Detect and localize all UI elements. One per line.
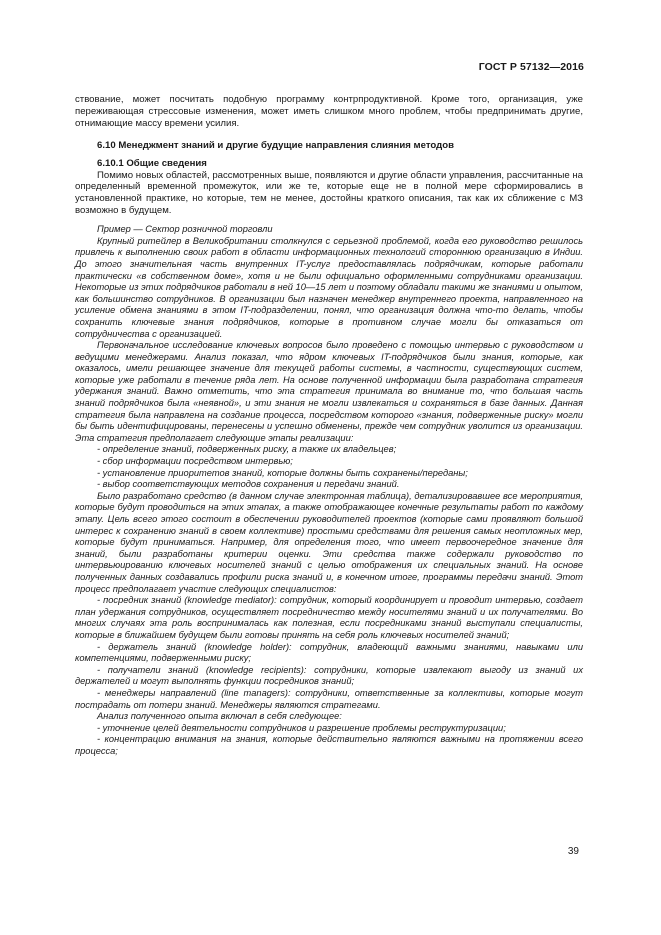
stage-item: - выбор соответствующих методов сохранения и передачи знаний. [97, 479, 400, 490]
analysis-item: - концентрацию внимания на знания, которые действительно являются важными на протяжении всего процесса; [75, 734, 583, 756]
analysis-item: - уточнение целей деятельности сотрудников и разрешение проблемы реструктуризации; [97, 722, 506, 733]
stage-item: - установление приоритетов знаний, которые должны быть сохранены/переданы; [97, 467, 468, 478]
analysis-intro: Анализ полученного опыта включал в себя следующее: [97, 711, 342, 722]
role-item: - менеджеры направлений (line managers): сотрудники, ответственные за коллективы, которые могут пострадать от потери знаний. Менеджеры являются стратегами. [75, 687, 583, 710]
example-block [75, 224, 583, 757]
tool-paragraph: Было разработано средство (в данном случае электронная таблица), детализировавшее все мероприятия, которые будут проводиться на этих этапах, а также отображающее конечные результаты работ по каждому этапу. Цель всего этого состоит в обеспечении руководителей проектов (которые сами проявляют большой интерес к сохранению знаний в своем коллективе) простыми средствами для решения самых неотложных мер, которые будут приниматься. Например, для определения того, что имеет первоочередное значение для знаний, были разработаны критерии оценки. Эти средства также содержали руководство по интервьюированию ключевых носителей знаний с целью отображения их специальных знаний. На основе полученных данных создавались профили риска знаний и, в конечном итоге, программы передачи знаний. Этот процесс предполагает участие следующих специалистов: [75, 490, 583, 594]
general-paragraph: Помимо новых областей, рассмотренных выше, появляются и другие области управления, рассчитанные на определенный временной промежуток, или же те, которые еще не в полной мере сформировались в установленной практике, но которые, тем не менее, достойны краткого описания, так как их сближение с МЗ возможно в будущем. [75, 169, 583, 217]
page-content [75, 94, 583, 757]
page-number: 39 [567, 846, 579, 857]
example-title: Пример — Сектор розничной торговли [97, 224, 273, 235]
section-heading: 6.10 Менеджмент знаний и другие будущие направления слияния методов [97, 139, 454, 151]
stage-item: - определение знаний, подверженных риску, а также их владельцев; [97, 444, 397, 455]
standard-header: ГОСТ Р 57132—2016 [478, 61, 584, 73]
example-paragraph: Первоначальное исследование ключевых вопросов было проведено с помощью интервью с руководством и ведущими менеджерами. Анализ показал, что ядром ключевых IT-подрядчиков были знания, которые, как оказалось, имели решающее значение для текущей работы системы, в частности, существующих систем, которые уже работали в течение ряда лет. На основе полученной информации была разработана стратегия удержания знаний. Важно отметить, что эта стратегия принимала во внимание то, что большая часть знаний подрядчиков была «неявной», и эти знания не могли извлекаться и сохраняться в базе данных. Данная стратегия была направлена на создание процесса, посредством которого «знания, подверженные риску» могли бы быть идентифицированы, перенесены и успешно обменены, прежде чем сотрудник уволится из организации. Эта стратегия предполагает следующие этапы реализации: [75, 340, 583, 443]
example-paragraph: Крупный ритейлер в Великобритании столкнулся с серьезной проблемой, когда его руководство решилось привлечь к выполнению своих работ в области информационных технологий стороннюю организацию в Индии. До этого значительная часть внутренних IT-услуг предоставлялась подрядчикам, которые работали практически «в собственном доме», хотя и не были официально оформленными сотрудниками организации. Некоторые из этих подрядчиков работали в ней 10—15 лет и поэтому обладали такими же знаниями и опытом, как большинство сотрудников. В организации был назначен менеджер внутреннего проекта, направленного на усиление обмена знаниями в этом IT-подразделении, понял, что организация должна что-то делать, чтобы сохранить ключевые знания подрядчиков, которые в противном случае могли бы отказаться от сотрудничества с организацией. [75, 235, 583, 339]
stage-item: - сбор информации посредством интервью; [97, 456, 293, 467]
role-item: - получатели знаний (knowledge recipients): сотрудники, которые извлекают выгоду из знаний их держателей и могут выполнять функции посредников знаний; [75, 664, 583, 687]
role-item: - посредник знаний (knowledge mediator): сотрудник, который координирует и проводит интервью, создает план удержания сотрудников, осуществляет посредничество между носителями знаний и их получателями. Во многих случаях эта роль воспринималась как полезная, если посредниками знаний выступали специалисты, которые в ближайшем будущем были готовы принять на себя роль ключевых носителей знаний; [75, 595, 583, 640]
subsection-heading: 6.10.1 Общие сведения [97, 157, 207, 169]
role-item: - держатель знаний (knowledge holder): сотрудник, владеющий важными знаниями, навыками или компетенциями, подверженными риску; [75, 641, 583, 664]
intro-paragraph: ствование, может посчитать подобную программу контрпродуктивной. Кроме того, организация, уже переживающая стрессовые изменения, может иметь слишком много проблем, чтобы предпринимать другие, отнимающие массу времени усилия. [75, 94, 583, 129]
